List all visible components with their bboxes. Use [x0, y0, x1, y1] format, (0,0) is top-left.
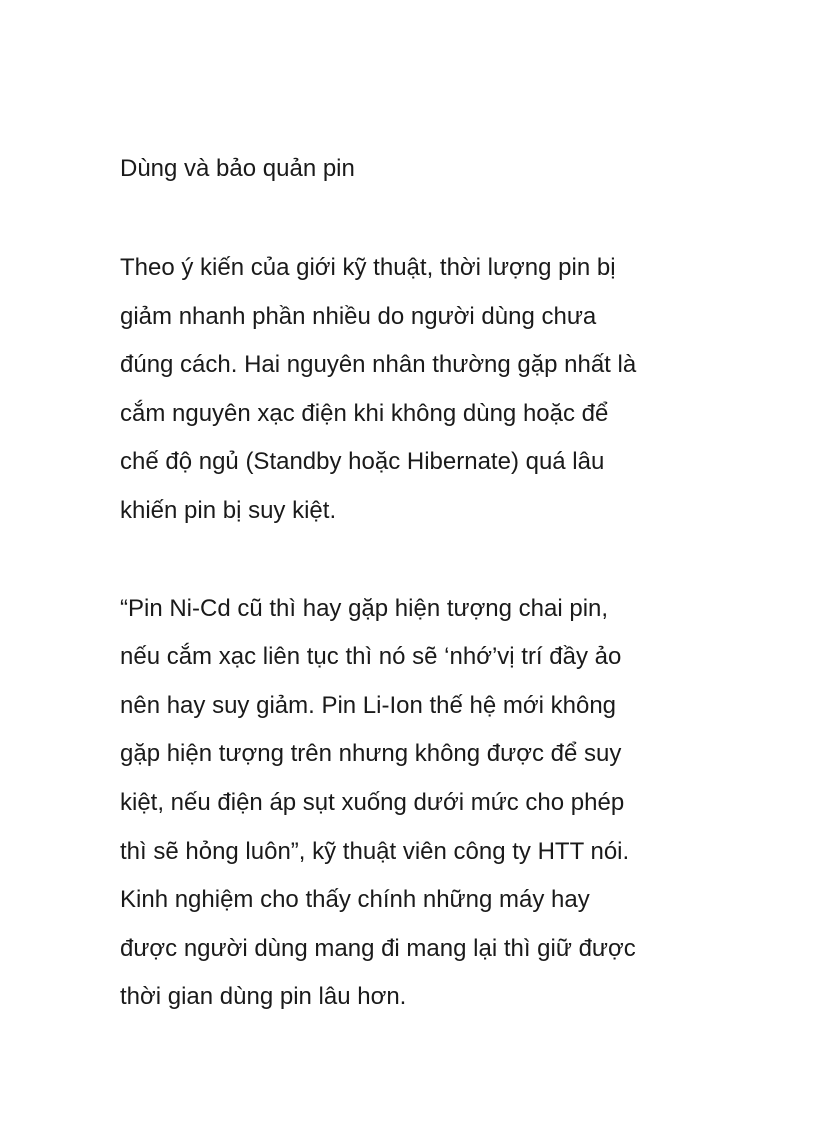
paragraph-1: [120, 244, 720, 536]
paragraph-line: “Pin Ni-Cd cũ thì hay gặp hiện tượng chai pin,: [120, 594, 609, 622]
paragraph-line: được người dùng mang đi mang lại thì giữ được: [120, 934, 636, 962]
paragraph-line: thì sẽ hỏng luôn”, kỹ thuật viên công ty HTT nói.: [120, 837, 630, 865]
section-heading: Dùng và bảo quản pin: [120, 155, 355, 182]
paragraph-line: cắm nguyên xạc điện khi không dùng hoặc để: [120, 399, 609, 427]
paragraph-line: đúng cách. Hai nguyên nhân thường gặp nhất là: [120, 351, 637, 379]
paragraph-line: Theo ý kiến của giới kỹ thuật, thời lượng pin bị: [120, 254, 616, 281]
paragraph-line: nếu cắm xạc liên tục thì nó sẽ ‘nhớ’vị trí đầy ảo: [120, 643, 622, 671]
paragraph-line: kiệt, nếu điện áp sụt xuống dưới mức cho phép: [120, 788, 625, 816]
document-page: [120, 145, 720, 1022]
paragraph-line: thời gian dùng pin lâu hơn.: [120, 983, 407, 1011]
paragraph-line: Kinh nghiệm cho thấy chính những máy hay: [120, 886, 590, 914]
paragraph-line: giảm nhanh phần nhiều do người dùng chưa: [120, 302, 597, 330]
paragraph-2: [120, 585, 720, 1022]
paragraph-line: chế độ ngủ (Standby hoặc Hibernate) quá lâu: [120, 448, 605, 476]
paragraph-line: nên hay suy giảm. Pin Li-Ion thế hệ mới không: [120, 691, 617, 719]
paragraph-line: khiến pin bị suy kiệt.: [120, 496, 337, 524]
paragraph-line: gặp hiện tượng trên nhưng không được để suy: [120, 740, 622, 768]
